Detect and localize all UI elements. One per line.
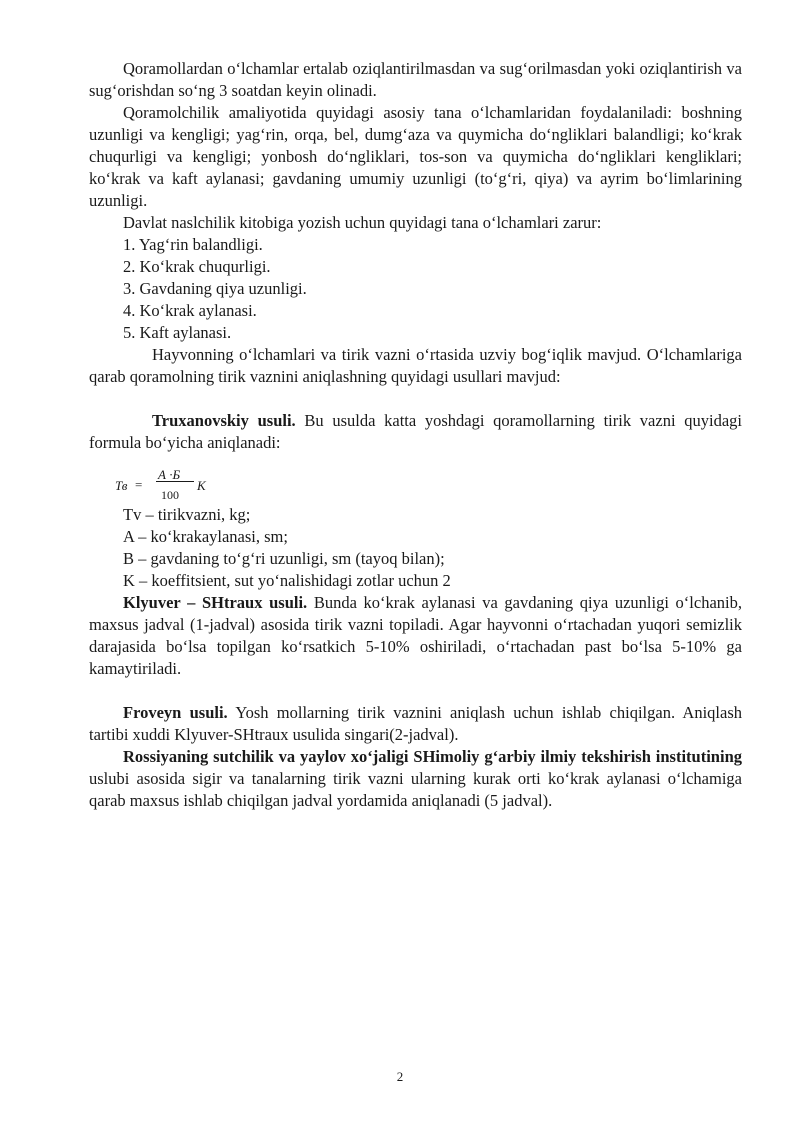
method-text-rossiya: uslubi asosida sigir va tanalarning tirik vazni ularning kurak orti koʻkrak aylanasi oʻlchamiga qarab maxsus ishlab chiqilgan jadval yordamida aniqlanadi (5 jadval). [89, 769, 742, 810]
list-item: 2. Koʻkrak chuqurligi. [123, 257, 271, 276]
document-page [89, 58, 742, 812]
method-title-truxanovskiy: Truxanovskiy usuli. [152, 411, 296, 430]
paragraph-herdbook-requirements: Davlat naslchilik kitobiga yozish uchun quyidagi tana oʻlchamlari zarur: [123, 213, 602, 232]
list-item: 4. Koʻkrak aylanasi. [123, 301, 257, 320]
formula-denominator: 100 [161, 488, 179, 502]
method-text-klyuver: Bunda koʻkrak aylanasi va gavdaning qiya uzunligi oʻlchanib, maxsus jadval (1-jadval) asosida tirik vazni topiladi. Agar hayvonni oʻrtachadan yuqori semizlik darajasida boʻlsa topilgan koʻrsatkich 5-10% oshiriladi, oʻrtachadan past boʻlsa 5-10% ga kamaytiriladi. [89, 593, 742, 678]
definition-item: B – gavdaning toʻgʻri uzunligi, sm (tayoq bilan); [123, 549, 445, 568]
paragraph-body-measurements: Qoramolchilik amaliyotida quyidagi asosiy tana oʻlchamlaridan foydalaniladi: boshning uzunligi va kengligi; yagʻrin, orqa, bel, dumgʻaza va quymicha doʻngliklari balandligi; koʻkrak chuqurligi va kengligi; yonbosh doʻngliklari, tos-son va quymicha doʻngliklari kengliklari; koʻkrak va kaft aylanasi; gavdaning umumiy uzunligi (toʻgʻri, qiya) va ayrim boʻlimlarining uzunligi. [89, 103, 742, 210]
method-text-froveyn: Yosh mollarning tirik vaznini aniqlash uchun ishlab chiqilgan. Aniqlash tartibi xuddi Klyuver-SHtraux usulida singari(2-jadval). [89, 703, 742, 744]
list-item: 5. Kaft aylanasi. [123, 323, 232, 342]
formula-definitions [89, 504, 742, 592]
formula-lhs: Тв [115, 478, 128, 493]
definition-item: A – koʻkrakaylanasi, sm; [123, 527, 288, 546]
formula-numerator: А ·Б [158, 467, 181, 482]
paragraph-rossiya [89, 746, 742, 812]
method-text-truxanovskiy: Bu usulda katta yoshdagi qoramollarning tirik vazni quyidagi formula boʻyicha aniqlanadi: [89, 411, 742, 452]
list-item: 1. Yagʻrin balandligi. [123, 235, 263, 254]
paragraph-weight-relation: Hayvonning oʻlchamlari va tirik vazni oʻrtasida uzviy bogʻiqlik mavjud. Oʻlchamlariga qarab qoramolning tirik vaznini aniqlashning quyidagi usullari mavjud: [89, 345, 742, 386]
formula-equals: = [135, 477, 143, 492]
formula-factor: К [197, 478, 206, 493]
paragraph-klyuver [89, 592, 742, 680]
definition-item: K – koeffitsient, sut yoʻnalishidagi zotlar uchun 2 [123, 571, 451, 590]
weight-formula [115, 462, 742, 504]
formula-fraction-bar [156, 481, 194, 482]
list-item: 3. Gavdaning qiya uzunligi. [123, 279, 307, 298]
paragraph-measurement-timing: Qoramollardan oʻlchamlar ertalab oziqlantirilmasdan va sugʻorilmasdan yoki oziqlantirish va sugʻorishdan soʻng 3 soatdan keyin olinadi. [89, 59, 742, 100]
paragraph-truxanovskiy [89, 410, 742, 454]
method-title-klyuver: Klyuver – SHtraux usuli. [123, 593, 308, 612]
measurement-list [89, 234, 742, 344]
paragraph-froveyn [89, 702, 742, 746]
definition-item: Tv – tirikvazni, kg; [123, 505, 251, 524]
method-title-froveyn: Froveyn usuli. [123, 703, 228, 722]
page-number: 2 [396, 1069, 404, 1084]
method-title-rossiya: Rossiyaning sutchilik va yaylov xoʻjaligi SHimoliy gʻarbiy ilmiy tekshirish institutining [123, 747, 742, 766]
